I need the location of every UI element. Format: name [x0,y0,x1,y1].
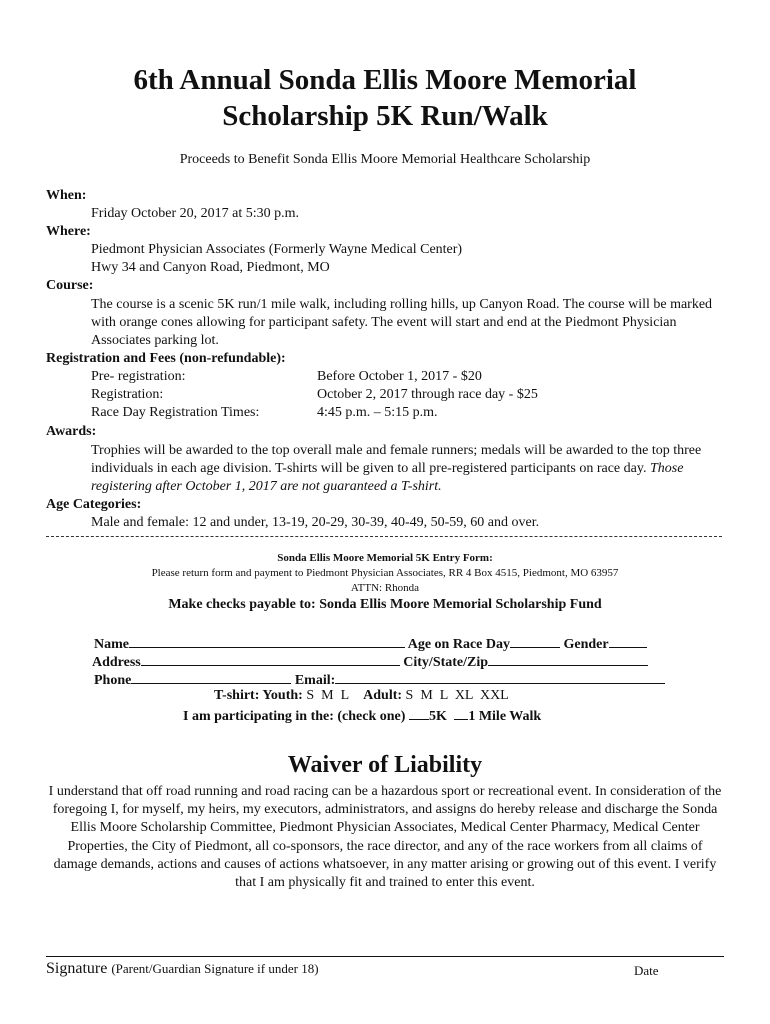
name-label: Name [94,637,129,652]
subtitle: Proceeds to Benefit Sonda Ellis Moore Memorial Healthcare Scholarship [179,152,591,167]
title-line-2: Scholarship 5K Run/Walk [222,100,548,132]
participation-label: I am participating in the: (check one) [183,709,406,724]
fee-row-name: Pre- registration: [91,369,186,384]
form-row-address [92,652,648,671]
youth-sizes[interactable]: S M L [306,688,350,703]
signature-caption [46,960,319,978]
where-line-1: Piedmont Physician Associates (Formerly Wayne Medical Center) [91,242,463,257]
waiver-title: Waiver of Liability [287,752,483,778]
signature-note: (Parent/Guardian Signature if under 18) [111,961,319,976]
tshirt-row [214,688,509,704]
adult-label: Adult: [363,688,403,703]
age-field[interactable] [510,634,560,648]
course-label: Course: [46,278,94,293]
awards-text [91,442,721,496]
cut-line [46,536,722,537]
city-field[interactable] [488,652,648,666]
where-line-2: Hwy 34 and Canyon Road, Piedmont, MO [91,260,330,275]
course-text: The course is a scenic 5K run/1 mile walk, including rolling hills, up Canyon Road. The course will be marked with orange cones allowing for participant safety. The event will start and end at the Piedmont Physician Associates parking lot. [91,297,713,348]
entry-attn: ATTN: Rhonda [350,582,420,594]
email-field[interactable] [335,670,665,684]
awards-tshirt-note: Those registering after October 1, 2017 are not guaranteed a T-shirt. [91,461,684,494]
5k-option: 5K [428,709,447,724]
age-label: Age on Race Day [407,637,510,652]
checks-payable: Make checks payable to: Sonda Ellis Moore Memorial Scholarship Fund [168,597,602,612]
email-label: Email: [294,673,336,688]
signature-label: Signature [46,960,108,977]
name-field[interactable] [129,634,405,648]
address-label: Address [92,655,141,670]
youth-label: Youth: [262,688,303,703]
walk-option: 1 Mile Walk [468,709,542,724]
entry-instructions: Please return form and payment to Piedmont Physician Associates, RR 4 Box 4515, Piedmont, MO 63957 [151,567,619,579]
when-label: When: [46,188,87,203]
tshirt-label: T-shirt: [214,688,260,703]
title-line-1: 6th Annual Sonda Ellis Moore Memorial [133,64,637,96]
form-row-name [94,634,647,653]
fee-row-name: Registration: [91,387,164,402]
gender-field[interactable] [609,634,647,648]
city-label: City/State/Zip [403,655,489,670]
adult-sizes[interactable]: S M L XL XXL [405,688,509,703]
fee-row-name: Race Day Registration Times: [91,405,260,420]
address-field[interactable] [141,652,400,666]
phone-label: Phone [94,673,132,688]
awards-body: Trophies will be awarded to the top overall male and female runners; medals will be awarded to the top three individuals in each age division. T-shirts will be given to all pre-registered participants on race day. [91,443,702,476]
phone-field[interactable] [131,670,291,684]
participation-row [183,706,541,725]
walk-checkbox[interactable] [454,706,468,720]
fee-row-value: October 2, 2017 through race day - $25 [317,387,538,402]
waiver-text: I understand that off road running and road racing can be a hazardous sport or recreational event. In consideration of the foregoing I, for myself, my heirs, my executors, administrators, and assigns do hereby release and discharge the Sonda Ellis Moore Scholarship Committee, Piedmont Physician Associates, Medical Center Pharmacy, Medical Center Properties, the City of Piedmont, all co-sponsors, the race director, and any of the race workers from all claims of damage demands, actions and causes of actions whatsoever, in any matter arising or growing out of this event. I verify that I am physically fit and trained to enter this event. [48,784,722,891]
date-label: Date [634,963,659,978]
when-value: Friday October 20, 2017 at 5:30 p.m. [91,206,300,221]
entry-form-title: Sonda Ellis Moore Memorial 5K Entry Form: [277,552,493,564]
where-label: Where: [46,224,91,239]
fee-row-value: Before October 1, 2017 - $20 [317,369,482,384]
form-row-phone [94,670,665,689]
page-title [0,62,770,134]
age-text: Male and female: 12 and under, 13-19, 20-29, 30-39, 40-49, 50-59, 60 and over. [91,515,540,530]
signature-line[interactable] [46,956,724,957]
gender-label: Gender [563,637,609,652]
awards-label: Awards: [46,424,97,439]
age-label: Age Categories: [46,497,142,512]
5k-checkbox[interactable] [409,706,429,720]
fee-row-value: 4:45 p.m. – 5:15 p.m. [317,405,438,420]
fees-label: Registration and Fees (non-refundable): [46,351,286,366]
